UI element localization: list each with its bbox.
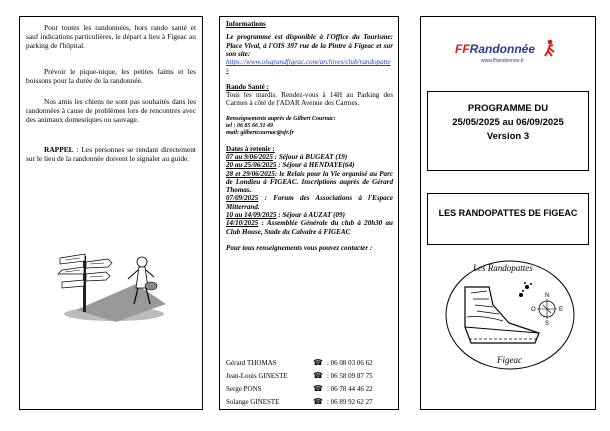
left-panel — [19, 16, 203, 410]
departure-info — [26, 23, 196, 50]
compass-o-icon: O — [531, 307, 536, 313]
dates-heading: Dates à retenir : — [226, 144, 275, 153]
compass-e-icon: E — [559, 307, 564, 313]
logo-site: www.ffrandonnee.fr — [481, 58, 524, 64]
dogs-info — [26, 97, 196, 124]
programme-dates: 25/05/2025 au 06/09/2025 — [452, 117, 564, 128]
contact-phone: : 06 78 44 46 22 — [326, 384, 373, 393]
phone-icon: ☎ — [313, 397, 323, 406]
emblem-top-text: Les Randopattes — [473, 263, 533, 273]
date-item: 10 au 14/09/2025 : Séjour à AUZAT (09) — [226, 211, 345, 220]
dogs-text: Nos amis les chiens ne sont pas souhaités dans les randonnées à cause de problèmes lors de rencontres avec des animaux domestiques ou sauvage. — [26, 97, 196, 124]
info-column — [226, 20, 393, 252]
rappel-label: RAPPEL — [44, 145, 74, 154]
middle-panel — [219, 16, 399, 410]
tourism-link[interactable]: https://www.oisgrandfigeac.com/archives/club/randopattes — [226, 58, 391, 75]
renseignements-text: Renseignements auprès de Gilbert Cournac: — [226, 115, 336, 122]
hiker-icon — [543, 39, 557, 57]
programme-box — [427, 91, 589, 171]
contact-list — [226, 356, 393, 408]
logo-ff: FF — [455, 42, 470, 56]
contact-row — [226, 369, 393, 382]
emblem-bottom-text: Figeac — [497, 355, 522, 365]
picnic-text: Prévoir le pique-nique, les petites faims et les boissons pour la durée de la randonnée. — [26, 67, 196, 85]
contact-name: Solange GINESTE — [226, 397, 280, 406]
phone-icon: ☎ — [313, 358, 323, 367]
contact-row — [226, 356, 393, 369]
phone-icon: ☎ — [313, 384, 323, 393]
right-panel — [420, 16, 596, 410]
date-item: 28 et 29/06/2025: le Relais pour la Vie organisé au Parc de Londieu à FIGEAC. Inscriptions auprès de Gérard Thomas. — [226, 169, 393, 195]
picnic-info — [26, 67, 196, 85]
compass-n-icon: N — [545, 293, 550, 299]
signpost-illustration — [56, 244, 171, 324]
contact-name: Jean-Louis GINESTE — [226, 371, 288, 380]
contact-row — [226, 395, 393, 408]
date-item: 14/10/2025 : Assemblée Générale du club à 20h30 au Club House, Stade du Calvaire à FIGEAC — [226, 219, 393, 236]
gilbert-mail: mail: gilbertcournac@sfr.fr — [226, 129, 294, 136]
contact-name: Serge PONS — [226, 384, 262, 393]
phone-icon: ☎ — [313, 371, 323, 380]
info-text: Le programme est disponible à l'Office du Tourisme: Place Vival, à l'OIS 397 rue de la Pintre à Figeac et sur son site: — [226, 33, 393, 58]
programme-version: Version 3 — [486, 131, 530, 142]
contact-phone: : 06 89 92 62 27 — [326, 397, 373, 406]
club-box — [427, 193, 589, 245]
date-item: 20 au 25/06/2025 : Séjour à HENDAYE(64) — [226, 161, 355, 170]
rappel-text: : Les personnes se rendant directement sur le lieu de la randonnée doivent le signaler au guide. — [26, 145, 196, 163]
contact-phone: : 06 58 09 87 75 — [326, 371, 373, 380]
rando-sante-text: Tous les mardis. Rendez-vous à 14H au Parking des Carmes à côté de l'ADAR Avenue des Carmes. — [226, 91, 393, 108]
contact-phone: : 06 08 03 06 62 — [326, 358, 373, 367]
contact-intro: Pour tous renseignements vous pouvez contacter : — [226, 243, 373, 252]
rando-sante-heading: Rando Santé : — [226, 82, 269, 91]
logo-randonnee: Randonnée — [469, 42, 536, 56]
contact-name: Gérard THOMAS — [226, 358, 277, 367]
compass-s-icon: S — [545, 321, 550, 327]
info-heading: Informations — [226, 20, 266, 28]
date-item: 07 au 9/06/2025 : Séjour à BUGEAT (19) — [226, 152, 348, 161]
club-name: LES RANDOPATTES DE FIGEAC — [438, 208, 578, 218]
club-emblem — [443, 257, 578, 372]
ffrandonnee-logo — [451, 37, 571, 77]
date-item: 07/09/2025 : Forum des Associations à l'Espace Mitterrand. — [226, 194, 393, 211]
programme-title: PROGRAMME DU — [467, 103, 549, 114]
departure-text: Pour toutes les randonnées, hors rando santé et sauf indications particulières, le départ a lieu à Figeac au parking de l'hôpital. — [26, 23, 196, 50]
rappel-info — [26, 145, 196, 163]
contact-row — [226, 382, 393, 395]
gilbert-phone: tel : 06 85 66 31 49 — [226, 122, 273, 129]
